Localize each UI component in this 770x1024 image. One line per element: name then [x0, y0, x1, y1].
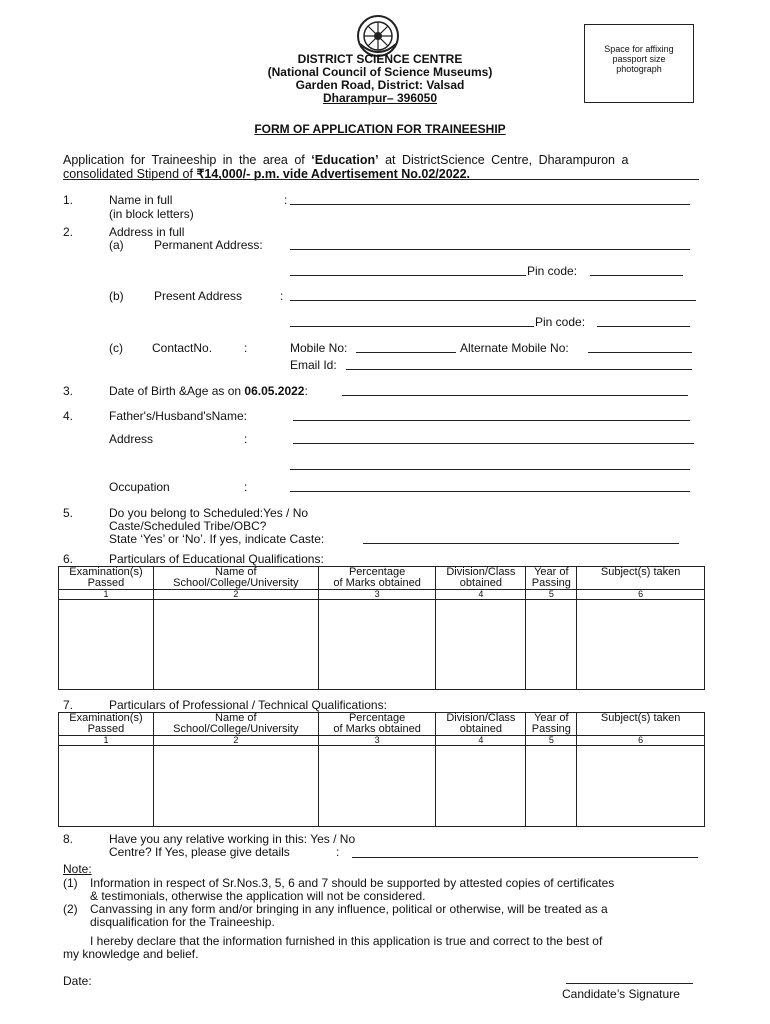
edu-header-division: [436, 567, 526, 590]
present-colon: :: [280, 289, 284, 303]
item-1-number: 1.: [63, 193, 74, 207]
note-1-line2: & testimonials, otherwise the application will not be considered.: [90, 889, 426, 903]
permanent-pin-label: Pin code:: [527, 264, 578, 278]
permanent-pin-field[interactable]: [590, 275, 683, 276]
name-field[interactable]: [290, 204, 690, 205]
edu-entry-cell[interactable]: [577, 600, 705, 690]
occupation-colon: :: [244, 480, 248, 494]
edu-h3-l2: of Marks obtained: [333, 577, 421, 589]
father-address-label: Address: [109, 432, 154, 446]
item-6-number: 6.: [63, 552, 74, 566]
edu-header-subjects: [577, 567, 705, 590]
address-a: (a): [109, 238, 124, 252]
edu-entry-cell[interactable]: [526, 600, 577, 690]
prof-header-school: [153, 713, 318, 736]
father-address-field-2[interactable]: [290, 469, 690, 470]
edu-entry-row: [59, 600, 705, 690]
intro-line2-prefix: consolidated Stipend of: [63, 167, 197, 181]
edu-h6-l1: Subject(s) taken: [600, 566, 681, 578]
present-address-field[interactable]: [290, 300, 696, 301]
edu-h1-l1: Examination(s): [69, 566, 143, 578]
dob-text: Date of Birth &Age as on: [109, 384, 245, 398]
caste-question-line1: Do you belong to Scheduled:Yes / No: [109, 506, 309, 520]
org-city: [230, 91, 530, 105]
edu-h5-l2: Passing: [531, 577, 571, 589]
prof-h3-l1: Percentage: [348, 712, 406, 724]
relative-question-line2: Centre? If Yes, please give details: [109, 845, 290, 859]
org-parent: (National Council of Science Museums): [267, 65, 493, 79]
prof-h4-l2: obtained: [459, 723, 503, 735]
father-address-colon: :: [244, 432, 248, 446]
relative-question-line1: Have you any relative working in this: Yes / No: [109, 832, 356, 846]
address-c: (c): [109, 341, 123, 355]
edu-col-number: 1: [59, 590, 154, 600]
relative-colon: :: [336, 845, 340, 859]
caste-field[interactable]: [363, 543, 679, 544]
prof-col-number: 2: [153, 736, 318, 746]
edu-h1-l2: Passed: [87, 577, 125, 589]
edu-h3-l1: Percentage: [348, 566, 406, 578]
intro-area: ‘Education’: [311, 153, 379, 167]
edu-col-number: 4: [436, 590, 526, 600]
prof-entry-cell[interactable]: [59, 746, 154, 827]
edu-h4-l2: obtained: [459, 577, 503, 589]
item-2-number: 2.: [63, 225, 74, 239]
present-address-field-2[interactable]: [290, 326, 534, 327]
note-1-line1: Information in respect of Sr.Nos.3, 5, 6 and 7 should be supported by attested copies of certificates: [90, 876, 615, 890]
item-4-number: 4.: [63, 409, 74, 423]
edu-entry-cell[interactable]: [436, 600, 526, 690]
edu-entry-cell[interactable]: [59, 600, 154, 690]
form-title: FORM OF APPLICATION FOR TRAINEESHIP: [254, 122, 506, 136]
org-address: Garden Road, District: Valsad: [295, 78, 465, 92]
edu-header-exam: [59, 567, 154, 590]
address-label: Address in full: [109, 225, 185, 239]
signature-label: Candidate’s Signature: [562, 987, 680, 1001]
prof-h3-l2: of Marks obtained: [333, 723, 421, 735]
item-3-number: 3.: [63, 384, 74, 398]
org-name: DISTRICT SCIENCE CENTRE: [297, 52, 463, 66]
alt-mobile-field[interactable]: [588, 352, 692, 353]
org-city-text: Dharampur– 396050: [322, 91, 438, 105]
prof-number-row: [59, 736, 705, 746]
prof-header-division: [436, 713, 526, 736]
edu-col-number: 3: [318, 590, 436, 600]
prof-h1-l2: Passed: [87, 723, 125, 735]
edu-header-school: [153, 567, 318, 590]
father-address-field[interactable]: [293, 443, 694, 444]
declaration-line2: my knowledge and belief.: [63, 947, 199, 961]
note-2-number: (2): [63, 902, 78, 916]
prof-header-subjects: [577, 713, 705, 736]
prof-header-percentage: [318, 713, 436, 736]
edu-h4-l1: Division/Class: [446, 566, 516, 578]
email-label: Email Id:: [290, 358, 337, 372]
prof-entry-cell[interactable]: [436, 746, 526, 827]
edu-qualifications-table: [58, 566, 705, 690]
edu-qualifications-title: Particulars of Educational Qualifications:: [109, 552, 324, 566]
prof-h4-l1: Division/Class: [446, 712, 516, 724]
intro-part1: Application for Traineeship in the area of: [63, 153, 312, 167]
dob-date: 06.05.2022: [244, 384, 305, 398]
present-address-label: Present Address: [154, 289, 243, 303]
prof-col-number: 3: [318, 736, 436, 746]
permanent-address-field-2[interactable]: [290, 275, 526, 276]
prof-entry-cell[interactable]: [577, 746, 705, 827]
prof-h2-l2: School/College/University: [173, 723, 299, 735]
edu-number-row: [59, 590, 705, 600]
name-sublabel: (in block letters): [109, 207, 194, 221]
father-label: Father's/Husband'sName:: [109, 409, 247, 423]
occupation-label: Occupation: [109, 480, 170, 494]
permanent-address-field[interactable]: [290, 249, 690, 250]
edu-col-number: 2: [153, 590, 318, 600]
photo-box-line3: photograph: [616, 64, 662, 74]
prof-h5-l2: Passing: [531, 723, 571, 735]
mobile-field[interactable]: [356, 352, 456, 353]
dob-colon: :: [304, 384, 308, 398]
intro-stipend: ₹14,000/- p.m. vide Advertisement No.02/2022.: [196, 167, 471, 181]
intro-underline: [63, 179, 699, 180]
edu-col-number: 5: [526, 590, 577, 600]
prof-col-number: 5: [526, 736, 577, 746]
photo-box-line1: Space for affixing: [604, 44, 674, 54]
permanent-address-label: Permanent Address:: [154, 238, 263, 252]
edu-h2-l1: Name of: [215, 566, 257, 578]
prof-qualifications-title: Particulars of Professional / Technical Qualifications:: [109, 698, 387, 712]
note-2-line1: Canvassing in any form and/or bringing in any influence, political or otherwise, will be treated as a: [90, 902, 608, 916]
alt-mobile-label: Alternate Mobile No:: [460, 341, 569, 355]
prof-h5-l1: Year of: [534, 712, 569, 724]
edu-entry-cell[interactable]: [153, 600, 318, 690]
prof-header-year: [526, 713, 577, 736]
prof-header-row: [59, 713, 705, 736]
contact-colon: :: [244, 341, 248, 355]
edu-col-number: 6: [577, 590, 705, 600]
prof-qualifications-table: [58, 712, 705, 827]
prof-entry-cell[interactable]: [318, 746, 436, 827]
edu-header-row: [59, 567, 705, 590]
name-colon: :: [284, 193, 288, 207]
mobile-label: Mobile No:: [290, 341, 348, 355]
father-field[interactable]: [293, 420, 690, 421]
address-b: (b): [109, 289, 124, 303]
prof-entry-cell[interactable]: [153, 746, 318, 827]
note-1-number: (1): [63, 876, 78, 890]
prof-col-number: 6: [577, 736, 705, 746]
edu-header-percentage: [318, 567, 436, 590]
passport-photo-box: [584, 24, 694, 103]
edu-header-year: [526, 567, 577, 590]
item-5-number: 5.: [63, 506, 74, 520]
signature-line[interactable]: [566, 983, 693, 984]
note-title: Note:: [63, 862, 92, 876]
dob-field[interactable]: [342, 395, 688, 396]
intro-line1: [63, 153, 628, 167]
present-pin-field[interactable]: [597, 326, 690, 327]
contact-label: ContactNo.: [152, 341, 213, 355]
edu-entry-cell[interactable]: [318, 600, 436, 690]
relative-details-field[interactable]: [352, 857, 698, 858]
prof-col-number: 4: [436, 736, 526, 746]
intro-part2: at DistrictScience Centre, Dharampuron a: [378, 153, 629, 167]
prof-entry-row: [59, 746, 705, 827]
item-8-number: 8.: [63, 832, 74, 846]
dob-label: [109, 384, 308, 398]
caste-question-line3: State ‘Yes’ or ‘No’. If yes, indicate Caste:: [109, 532, 325, 546]
photo-box-line2: passport size: [612, 54, 666, 64]
date-label: Date:: [63, 974, 92, 988]
present-pin-label: Pin code:: [535, 315, 586, 329]
prof-entry-cell[interactable]: [526, 746, 577, 827]
prof-header-exam: [59, 713, 154, 736]
item-7-number: 7.: [63, 698, 74, 712]
email-field[interactable]: [346, 369, 692, 370]
declaration-line1: I hereby declare that the information furnished in this application is true and correct to the best of: [90, 934, 603, 948]
note-2-line2: disqualification for the Traineeship.: [90, 915, 275, 929]
prof-h2-l1: Name of: [215, 712, 257, 724]
name-label: Name in full: [109, 193, 173, 207]
prof-h1-l1: Examination(s): [69, 712, 143, 724]
occupation-field[interactable]: [290, 491, 690, 492]
edu-h2-l2: School/College/University: [173, 577, 299, 589]
edu-h5-l1: Year of: [534, 566, 569, 578]
prof-col-number: 1: [59, 736, 154, 746]
prof-h6-l1: Subject(s) taken: [600, 712, 681, 724]
caste-question-line2: Caste/Scheduled Tribe/OBC?: [109, 519, 267, 533]
